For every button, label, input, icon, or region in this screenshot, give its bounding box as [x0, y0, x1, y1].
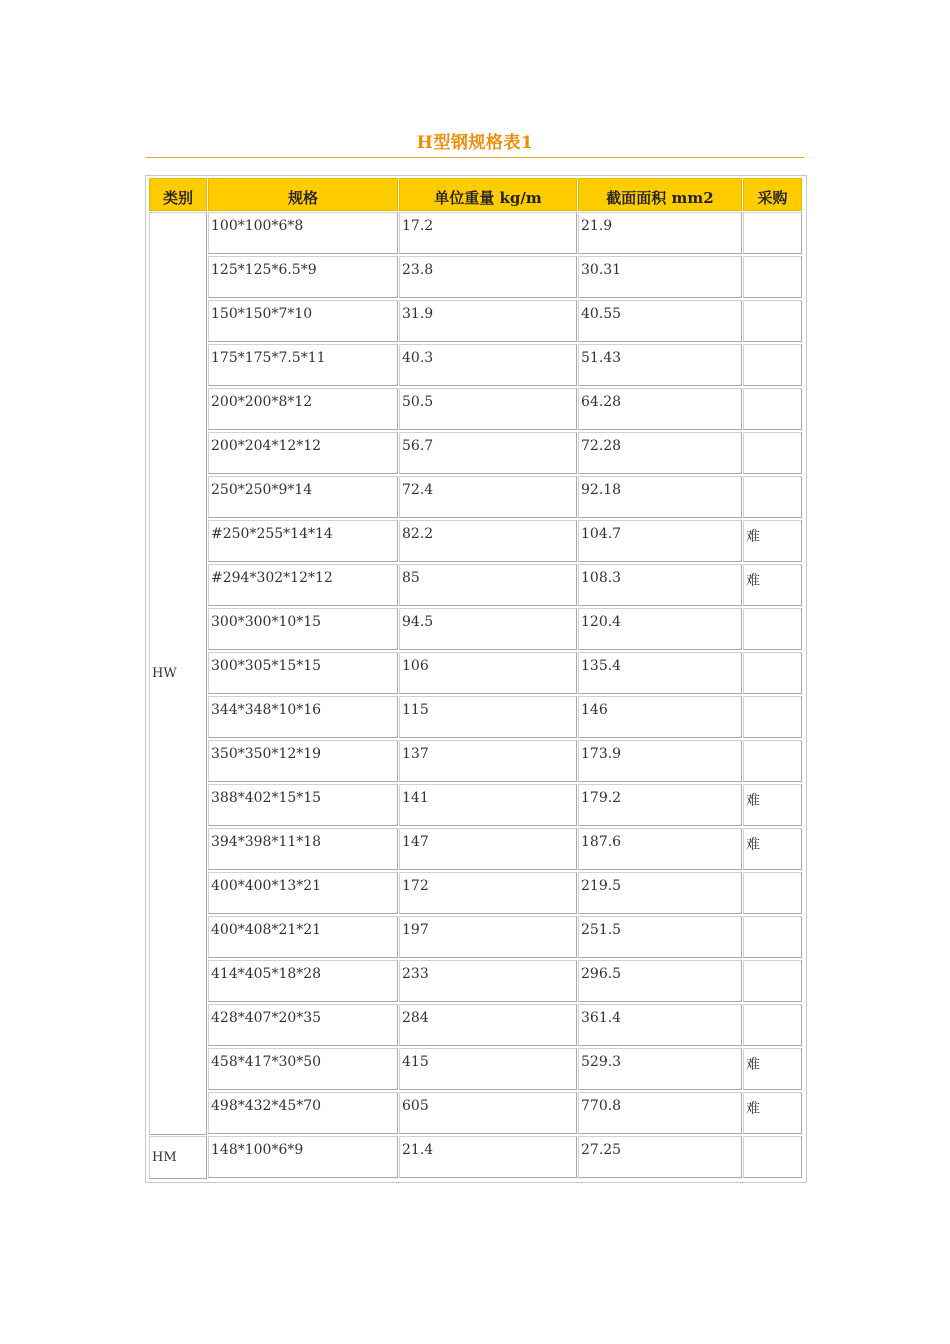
purchase-cell: [743, 256, 802, 298]
area-cell: 40.55: [578, 300, 742, 342]
table-row: [146, 608, 806, 652]
table-row: [146, 916, 806, 960]
spec-cell: 458*417*30*50: [208, 1048, 398, 1090]
area-cell: 146: [578, 696, 742, 738]
weight-cell: 56.7: [399, 432, 577, 474]
spec-cell: #250*255*14*14: [208, 520, 398, 562]
header-weight: 单位重量 kg/m: [399, 178, 577, 211]
spec-cell: 300*305*15*15: [208, 652, 398, 694]
weight-cell: 115: [399, 696, 577, 738]
spec-cell: 100*100*6*8: [208, 212, 398, 254]
area-cell: 173.9: [578, 740, 742, 782]
weight-cell: 106: [399, 652, 577, 694]
purchase-cell: [743, 740, 802, 782]
weight-cell: 40.3: [399, 344, 577, 386]
table-row: [146, 476, 806, 520]
purchase-cell: [743, 1004, 802, 1046]
spec-cell: 400*400*13*21: [208, 872, 398, 914]
area-cell: 64.28: [578, 388, 742, 430]
purchase-cell: 难: [743, 520, 802, 562]
area-cell: 92.18: [578, 476, 742, 518]
spec-table: [145, 175, 807, 1183]
area-cell: 108.3: [578, 564, 742, 606]
weight-cell: 233: [399, 960, 577, 1002]
area-cell: 770.8: [578, 1092, 742, 1134]
purchase-cell: [743, 960, 802, 1002]
purchase-cell: [743, 608, 802, 650]
weight-cell: 31.9: [399, 300, 577, 342]
area-cell: 529.3: [578, 1048, 742, 1090]
purchase-cell: [743, 872, 802, 914]
header-purchase: 采购: [743, 178, 802, 211]
weight-cell: 141: [399, 784, 577, 826]
purchase-cell: [743, 916, 802, 958]
spec-cell: #294*302*12*12: [208, 564, 398, 606]
purchase-cell: 难: [743, 1092, 802, 1134]
header-category: 类别: [149, 178, 207, 211]
table-row: [146, 1136, 806, 1180]
area-cell: 27.25: [578, 1136, 742, 1178]
weight-cell: 94.5: [399, 608, 577, 650]
purchase-cell: [743, 696, 802, 738]
purchase-cell: [743, 300, 802, 342]
table-row: [146, 784, 806, 828]
table-row: [146, 432, 806, 476]
table-row: [146, 300, 806, 344]
category-cell: HW: [149, 212, 207, 1135]
area-cell: 30.31: [578, 256, 742, 298]
weight-cell: 17.2: [399, 212, 577, 254]
weight-cell: 172: [399, 872, 577, 914]
weight-cell: 72.4: [399, 476, 577, 518]
table-row: [146, 652, 806, 696]
area-cell: 219.5: [578, 872, 742, 914]
table-row: [146, 344, 806, 388]
purchase-cell: [743, 1136, 802, 1178]
title-divider: [146, 157, 804, 158]
spec-cell: 250*250*9*14: [208, 476, 398, 518]
weight-cell: 605: [399, 1092, 577, 1134]
table-row: [146, 212, 806, 256]
purchase-cell: 难: [743, 1048, 802, 1090]
table-row: [146, 740, 806, 784]
table-row: [146, 1092, 806, 1136]
spec-cell: 200*204*12*12: [208, 432, 398, 474]
weight-cell: 50.5: [399, 388, 577, 430]
area-cell: 104.7: [578, 520, 742, 562]
spec-cell: 148*100*6*9: [208, 1136, 398, 1178]
purchase-cell: [743, 212, 802, 254]
spec-cell: 414*405*18*28: [208, 960, 398, 1002]
weight-cell: 284: [399, 1004, 577, 1046]
spec-cell: 394*398*11*18: [208, 828, 398, 870]
spec-cell: 350*350*12*19: [208, 740, 398, 782]
purchase-cell: 难: [743, 828, 802, 870]
table-row: [146, 696, 806, 740]
area-cell: 120.4: [578, 608, 742, 650]
table-row: [146, 960, 806, 1004]
area-cell: 72.28: [578, 432, 742, 474]
area-cell: 179.2: [578, 784, 742, 826]
weight-cell: 23.8: [399, 256, 577, 298]
header-row: [146, 178, 806, 211]
table-row: [146, 520, 806, 564]
purchase-cell: [743, 344, 802, 386]
area-cell: 187.6: [578, 828, 742, 870]
spec-cell: 200*200*8*12: [208, 388, 398, 430]
weight-cell: 197: [399, 916, 577, 958]
category-cell: HM: [149, 1136, 207, 1179]
area-cell: 361.4: [578, 1004, 742, 1046]
page-title: H型钢规格表1: [416, 133, 534, 153]
spec-cell: 428*407*20*35: [208, 1004, 398, 1046]
weight-cell: 137: [399, 740, 577, 782]
table-row: [146, 1004, 806, 1048]
purchase-cell: [743, 388, 802, 430]
table-row: [146, 872, 806, 916]
spec-cell: 175*175*7.5*11: [208, 344, 398, 386]
table-row: [146, 1048, 806, 1092]
area-cell: 296.5: [578, 960, 742, 1002]
purchase-cell: 难: [743, 564, 802, 606]
header-spec: 规格: [208, 178, 398, 211]
purchase-cell: [743, 432, 802, 474]
spec-cell: 125*125*6.5*9: [208, 256, 398, 298]
header-area: 截面面积 mm2: [578, 178, 742, 211]
weight-cell: 147: [399, 828, 577, 870]
spec-cell: 150*150*7*10: [208, 300, 398, 342]
table-row: [146, 828, 806, 872]
area-cell: 135.4: [578, 652, 742, 694]
spec-cell: 400*408*21*21: [208, 916, 398, 958]
weight-cell: 21.4: [399, 1136, 577, 1178]
area-cell: 251.5: [578, 916, 742, 958]
spec-cell: 300*300*10*15: [208, 608, 398, 650]
table-row: [146, 388, 806, 432]
area-cell: 21.9: [578, 212, 742, 254]
weight-cell: 415: [399, 1048, 577, 1090]
table-row: [146, 256, 806, 300]
spec-cell: 388*402*15*15: [208, 784, 398, 826]
weight-cell: 82.2: [399, 520, 577, 562]
area-cell: 51.43: [578, 344, 742, 386]
weight-cell: 85: [399, 564, 577, 606]
spec-cell: 344*348*10*16: [208, 696, 398, 738]
purchase-cell: [743, 652, 802, 694]
table-row: [146, 564, 806, 608]
spec-cell: 498*432*45*70: [208, 1092, 398, 1134]
purchase-cell: [743, 476, 802, 518]
purchase-cell: 难: [743, 784, 802, 826]
